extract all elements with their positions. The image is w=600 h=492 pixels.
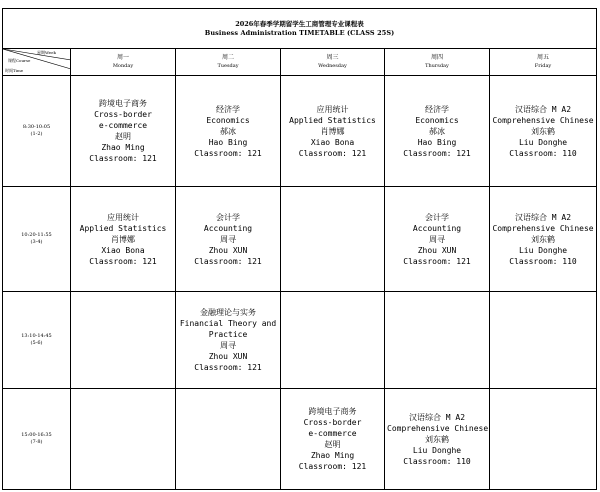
teacher-en: Zhou XUN: [417, 245, 457, 255]
teacher-en: Liu Donghe: [518, 137, 568, 147]
course-name-cn: 经济学: [425, 104, 449, 114]
course-name-cn: 会计学: [216, 212, 240, 222]
day-header-monday: [71, 49, 176, 76]
course-name-cn: 汉语综合 M A2: [408, 412, 466, 422]
title-english: Business Administration TIMETABLE (CLASS 25S): [204, 28, 395, 37]
course-entry: [385, 412, 489, 467]
course-name-en: Comprehensive Chinese: [492, 223, 594, 233]
time-slot-3: [3, 292, 71, 389]
teacher-cn: 赵明: [324, 440, 341, 449]
day-cn: 周二: [221, 54, 234, 61]
classroom: Classroom: 121: [194, 363, 262, 372]
course-name-en: Financial Theory and: [179, 319, 277, 328]
classroom: Classroom: 121: [89, 256, 157, 266]
teacher-en: Zhao Ming: [101, 143, 145, 152]
course-name-en: Economics: [415, 115, 459, 125]
teacher-cn: 肖博娜: [111, 234, 135, 244]
course-entry: [281, 406, 384, 472]
teacher-en: Xiao Bona: [310, 137, 355, 147]
course-name-en: Comprehensive Chinese: [387, 423, 489, 433]
course-name-en: Accounting: [203, 223, 253, 233]
course-cell: [490, 76, 597, 187]
course-cell: [281, 389, 385, 490]
classroom: Classroom: 121: [298, 462, 367, 471]
course-cell: [176, 187, 281, 292]
classroom: Classroom: 121: [298, 148, 367, 158]
course-name-cn: 应用统计: [107, 212, 139, 222]
teacher-cn: 郝冰: [429, 126, 445, 136]
course-entry: [71, 212, 175, 267]
day-cn: 周四: [430, 54, 443, 61]
teacher-en: Zhao Ming: [310, 451, 355, 460]
course-name-cn: 金融理论与实务: [200, 308, 256, 317]
day-header-friday: [490, 49, 597, 76]
course-name-cn: 应用统计: [316, 104, 349, 114]
title-block: [3, 9, 597, 49]
course-name-en: Practice: [208, 330, 248, 339]
day-en: Friday: [534, 63, 552, 69]
day-en: Wednesday: [318, 63, 347, 69]
course-name-cn: 跨境电子商务: [99, 99, 147, 108]
course-entry: [176, 307, 280, 373]
course-name-cn: 跨境电子商务: [308, 407, 357, 416]
course-name-cn: 会计学: [425, 212, 449, 222]
corner-week-label: 星期Week: [37, 50, 56, 55]
teacher-en: Zhou XUN: [208, 245, 248, 255]
course-name-en: Applied Statistics: [289, 115, 376, 125]
course-name-en: Cross-border: [303, 418, 362, 427]
course-entry: [71, 98, 175, 164]
course-name-en: Accounting: [412, 223, 462, 233]
teacher-en: Liu Donghe: [412, 445, 462, 455]
course-entry: [490, 104, 596, 159]
course-cell: [71, 76, 176, 187]
course-name-en: e-commerce: [98, 121, 148, 130]
time-slot-1: [3, 76, 71, 187]
slot-periods: (7-8): [30, 439, 43, 445]
teacher-en: Hao Bing: [208, 137, 248, 147]
course-cell: [71, 187, 176, 292]
classroom: Classroom: 110: [403, 456, 471, 466]
teacher-cn: 刘东鹤: [531, 126, 556, 136]
course-cell: [281, 76, 385, 187]
day-cn: 周五: [537, 54, 550, 61]
corner-time-label: 时间Time: [5, 68, 24, 73]
slot-time: 8:30-10:05: [22, 124, 51, 130]
slot-periods: (3-4): [30, 239, 43, 245]
teacher-cn: 赵明: [115, 132, 131, 141]
course-name-cn: 汉语综合 M A2: [514, 212, 572, 222]
course-entry: [385, 104, 489, 159]
course-name-en: Applied Statistics: [79, 223, 167, 233]
classroom: Classroom: 121: [89, 154, 157, 163]
classroom: Classroom: 121: [403, 148, 471, 158]
teacher-en: Xiao Bona: [101, 245, 145, 255]
course-entry: [176, 104, 280, 159]
course-cell: [385, 389, 490, 490]
slot-time: 15:00-16:35: [21, 432, 52, 438]
course-name-en: Economics: [206, 115, 250, 125]
time-slot-4: [3, 389, 71, 490]
classroom: Classroom: 121: [403, 256, 471, 266]
empty-cell: [71, 389, 176, 490]
teacher-cn: 郝冰: [220, 126, 236, 136]
classroom: Classroom: 110: [509, 256, 577, 266]
empty-cell: [490, 292, 597, 389]
day-en: Thursday: [425, 63, 449, 69]
empty-cell: [71, 292, 176, 389]
corner-course-label: 课程Course: [8, 58, 31, 63]
course-cell: [385, 187, 490, 292]
course-entry: [385, 212, 489, 267]
empty-cell: [281, 292, 385, 389]
slot-time: 13:10-14:45: [21, 333, 52, 339]
teacher-en: Hao Bing: [417, 137, 457, 147]
teacher-cn: 周寻: [220, 341, 236, 350]
classroom: Classroom: 121: [194, 148, 262, 158]
teacher-cn: 周寻: [429, 234, 445, 244]
slot-periods: (5-6): [30, 340, 43, 346]
day-header-tuesday: [176, 49, 281, 76]
day-header-wednesday: [281, 49, 385, 76]
course-cell: [385, 76, 490, 187]
title-chinese: 2026年春季学期留学生工商管理专业课程表: [235, 19, 364, 28]
course-cell: [176, 76, 281, 187]
teacher-cn: 刘东鹤: [425, 434, 449, 444]
timetable-sheet: [2, 8, 596, 490]
empty-cell: [385, 292, 490, 389]
teacher-en: Liu Donghe: [518, 245, 568, 255]
course-name-en: Cross-border: [94, 110, 152, 119]
classroom: Classroom: 121: [194, 256, 262, 266]
classroom: Classroom: 110: [509, 148, 577, 158]
day-cn: 周三: [326, 54, 339, 61]
course-entry: [176, 212, 280, 267]
timetable: [2, 8, 597, 490]
course-name-cn: 经济学: [216, 104, 240, 114]
teacher-cn: 刘东鹤: [531, 234, 556, 244]
day-header-thursday: [385, 49, 490, 76]
corner-header: [3, 49, 71, 76]
course-name-cn: 汉语综合 M A2: [514, 104, 572, 114]
course-entry: [490, 212, 596, 267]
slot-time: 10:20-11:55: [21, 232, 52, 238]
slot-periods: (1-2): [30, 131, 43, 137]
course-name-en: e-commerce: [308, 429, 357, 438]
day-en: Monday: [112, 63, 134, 69]
teacher-en: Zhou XUN: [208, 352, 248, 361]
time-slot-2: [3, 187, 71, 292]
teacher-cn: 肖博娜: [320, 126, 345, 136]
day-en: Tuesday: [217, 63, 239, 69]
course-cell: [176, 292, 281, 389]
course-name-en: Comprehensive Chinese: [492, 115, 594, 125]
course-cell: [490, 187, 597, 292]
teacher-cn: 周寻: [220, 234, 236, 244]
empty-cell: [281, 187, 385, 292]
empty-cell: [176, 389, 281, 490]
day-cn: 周一: [116, 54, 129, 61]
course-entry: [281, 104, 384, 159]
empty-cell: [490, 389, 597, 490]
